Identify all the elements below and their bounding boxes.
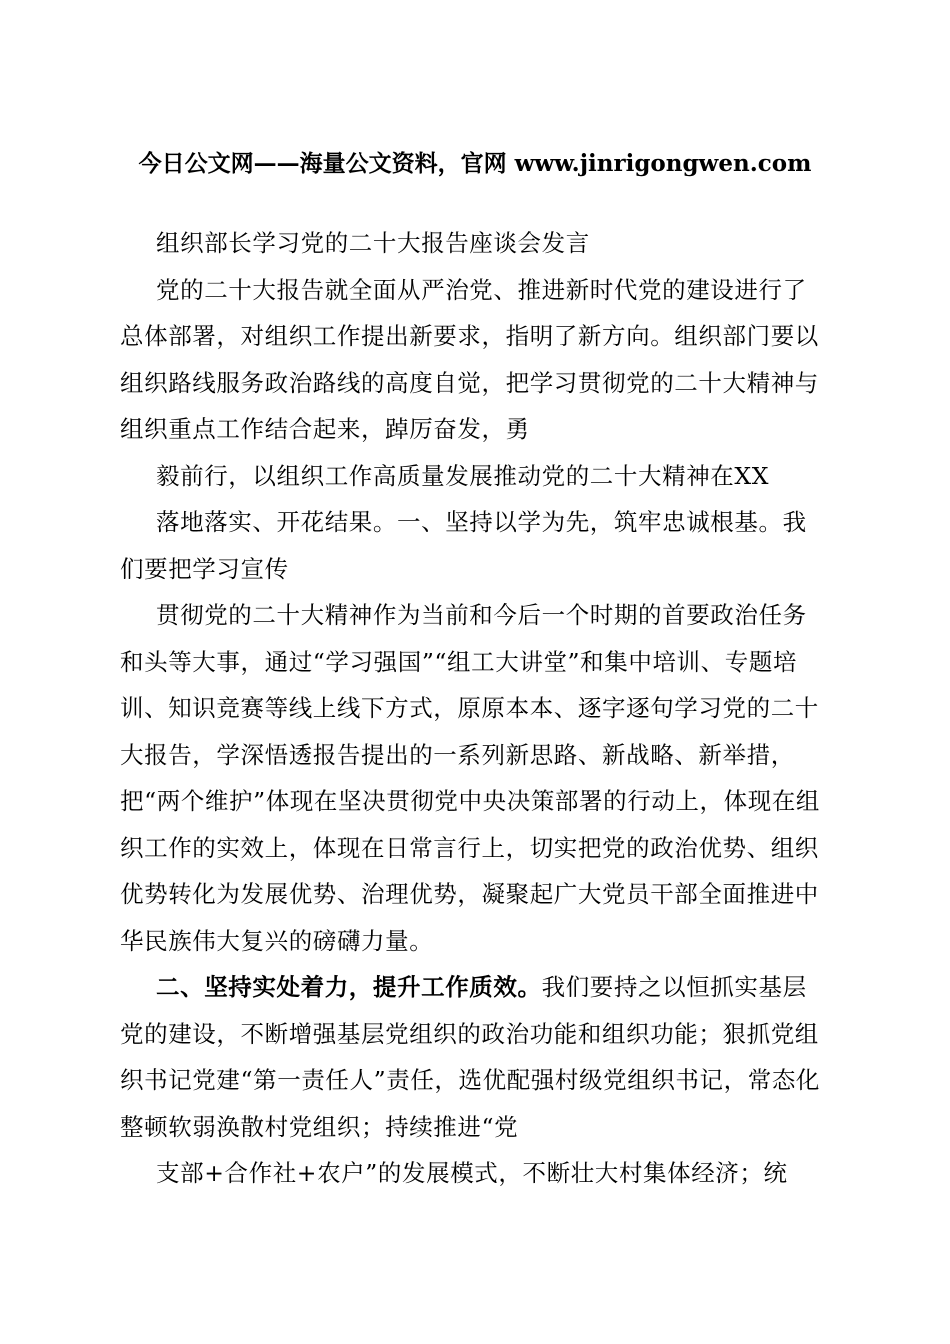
document-title: 组织部长学习党的二十大报告座谈会发言 (156, 229, 590, 257)
section-two-heading: 二、坚持实处着力，提升工作质效。 (156, 973, 542, 1001)
document-body (120, 220, 828, 1197)
paragraph-study: 贯彻党的二十大精神作为当前和今后一个时期的首要政治任务和头等大事，通过“学习强国”“组工大讲堂”和集中培训、专题培训、知识竞赛等线上线下方式，原原本本、逐字逐句学习党的二十大报告，学深悟透报告提出的一系列新思路、新战略、新举措，把“两个维护”体现在坚决贯彻党中央决策部署的行动上，体现在组织工作的实效上，体现在日常言行上，切实把党的政治优势、组织优势转化为发展优势、治理优势，凝聚起广大党员干部全面推进中华民族伟大复兴的磅礴力量。 (120, 601, 821, 955)
paragraph-intro: 党的二十大报告就全面从严治党、推进新时代党的建设进行了总体部署，对组织工作提出新要求，指明了新方向。组织部门要以组织路线服务政治路线的高度自觉，把学习贯彻党的二十大精神与组织重点工作结合起来，踔厉奋发，勇 (120, 275, 819, 443)
site-banner: 今日公文网——海量公文资料，官网 www.jinrigongwen.com (138, 150, 812, 177)
paragraph-section-two (120, 964, 828, 1150)
paragraph-section-one: 落地落实、开花结果。一、坚持以学为先，筑牢忠诚根基。我们要把学习宣传 (120, 508, 807, 583)
section-two-text: 我们要持之以恒抓实基层党的建设，不断增强基层党组织的政治功能和组织功能；狠抓党组织书记党建“第一责任人”责任，选优配强村级党组织书记，常态化整顿软弱涣散村党组织；持续推进“党 (120, 973, 821, 1141)
paragraph-continuation: 毅前行，以组织工作高质量发展推动党的二十大精神在XX (156, 461, 770, 490)
paragraph-last: 支部+合作社+农户”的发展模式，不断壮大村集体经济；统 (156, 1159, 788, 1187)
